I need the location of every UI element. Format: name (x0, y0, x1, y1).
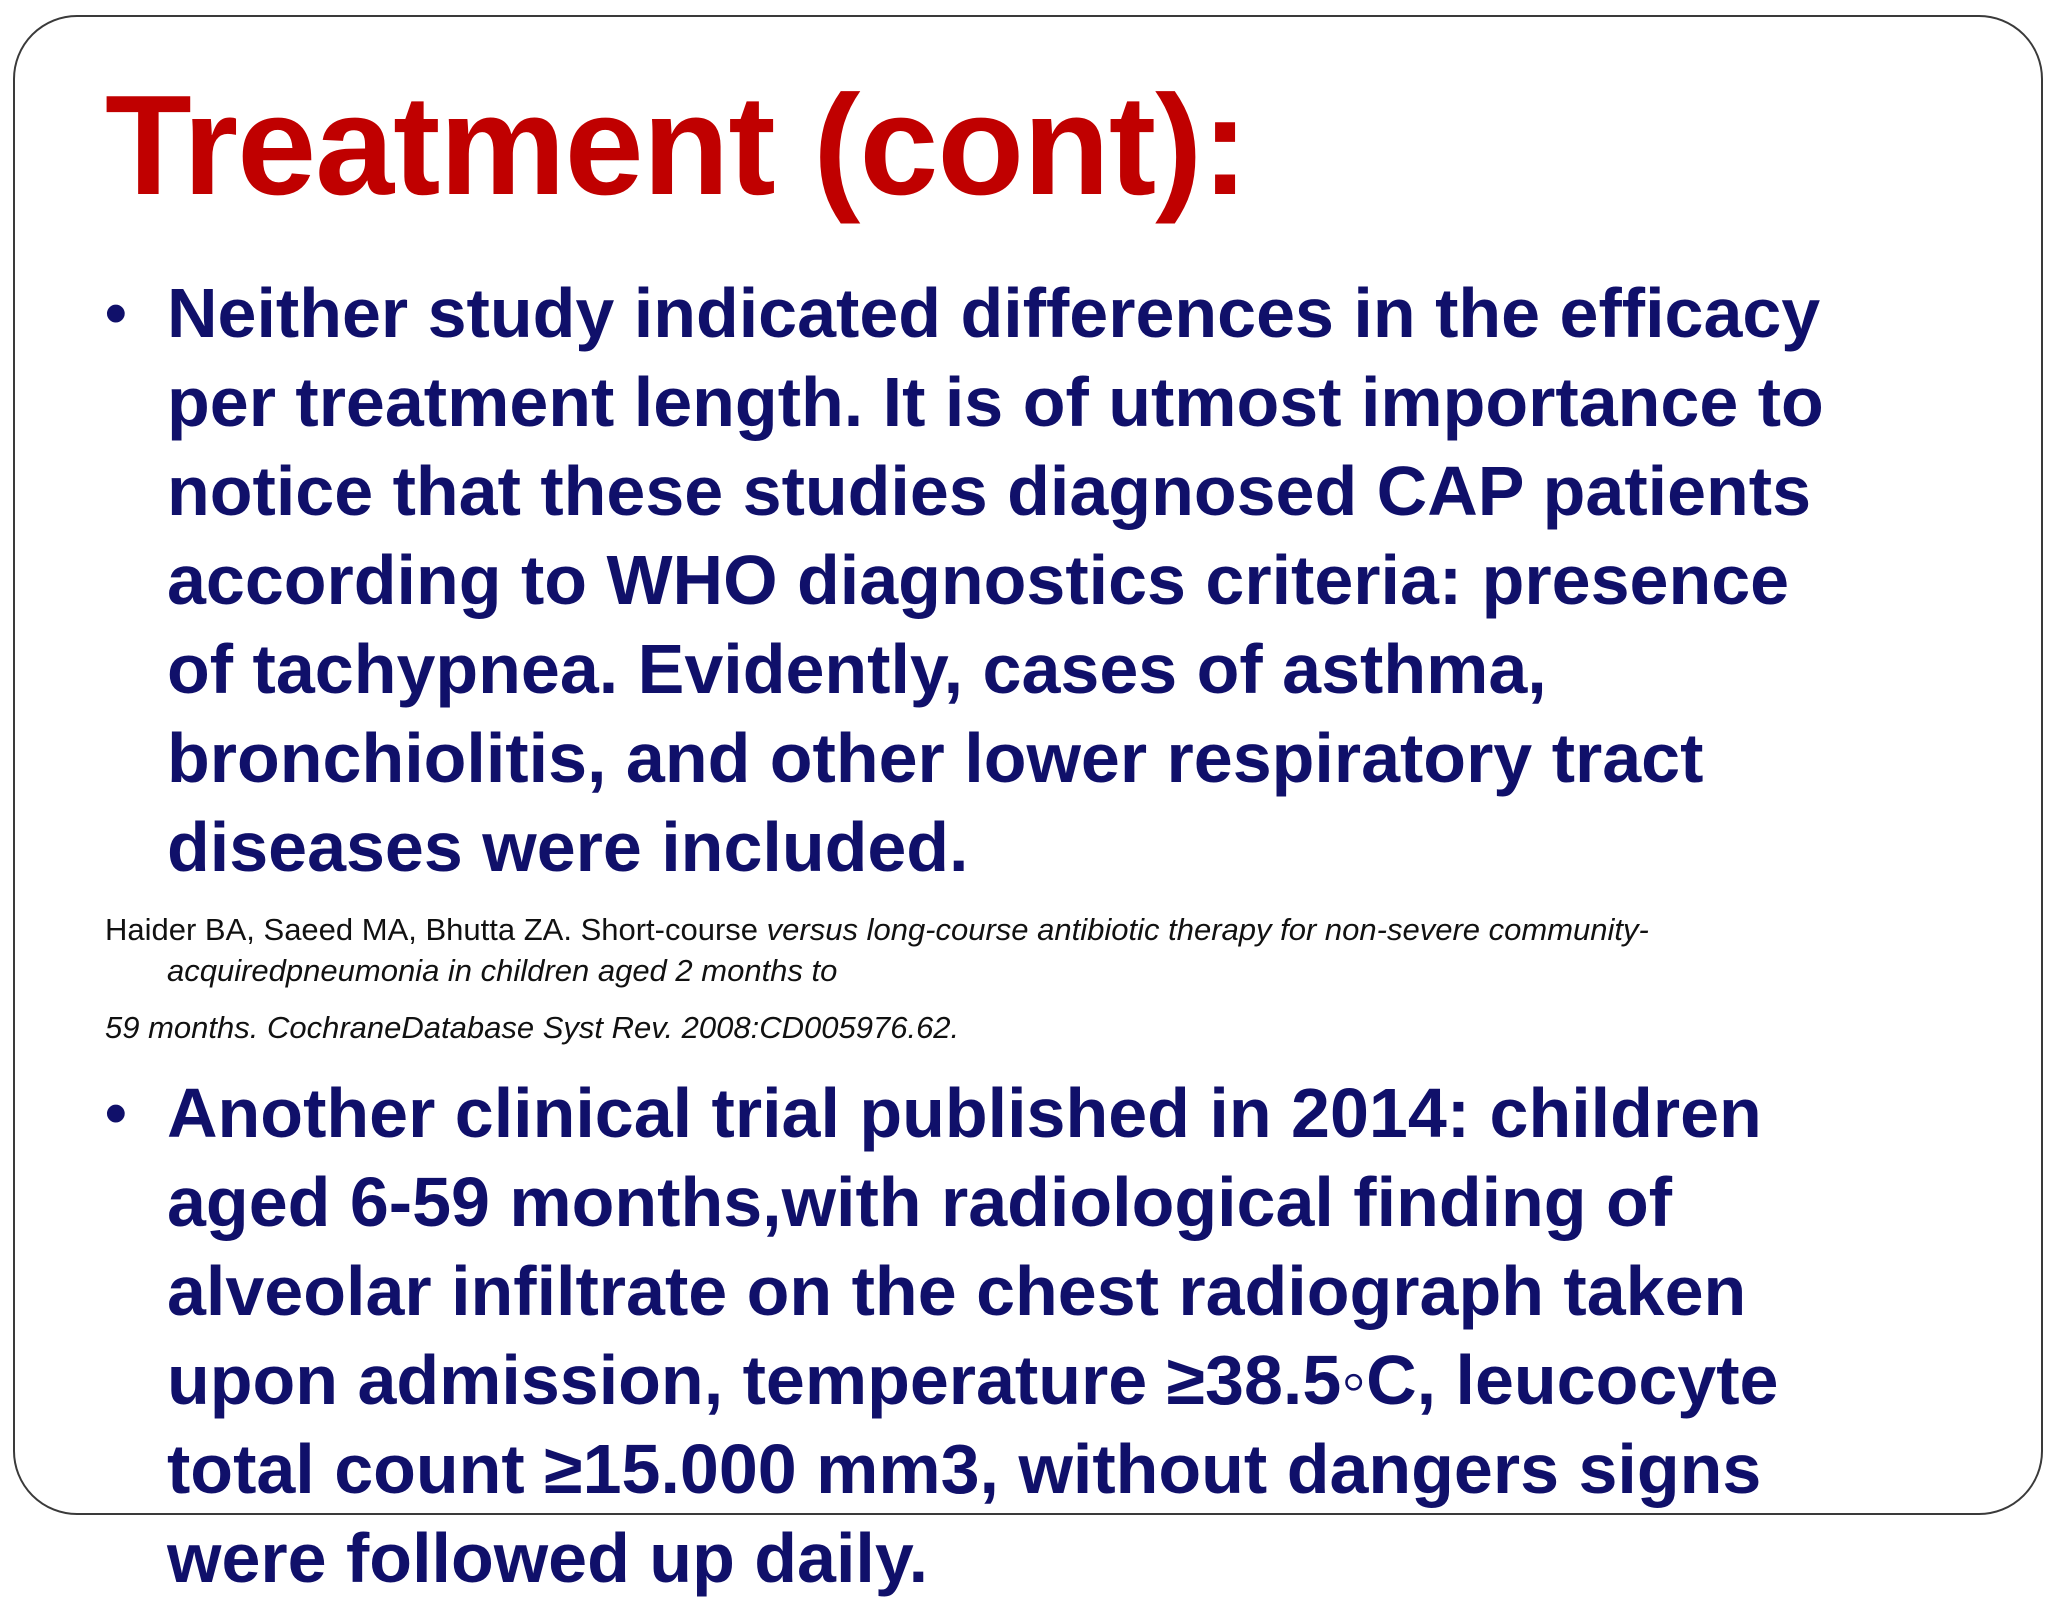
bullet-marker: • (105, 279, 127, 348)
slide-frame (13, 15, 2043, 1597)
bullet-marker: • (105, 1079, 127, 1148)
slide-title: Treatment (cont): (105, 66, 1248, 225)
bullet-text: Another clinical trial published in 2014: children aged 6-59 months,with radiological finding of alveolar infiltrate on the chest radiograph taken upon admission, temperature ≥38.5◦C, leucocyte total count ≥15.000 mm3, without dangers signs were followed up daily. (167, 1074, 1779, 1597)
bullet-text: Neither study indicated differences in the efficacy per treatment length. It is of utmost importance to notice that these studies diagnosed CAP patients according to WHO diagnostics criteria: presence of tachypnea. Evidently, cases of asthma, bronchiolitis, and other lower respiratory tract diseases were included. (167, 274, 1824, 886)
reference-title-continued: acquiredpneumonia in children aged 2 months to (167, 953, 838, 988)
reference-citation (105, 909, 1955, 991)
reference-authors: Haider BA, Saeed MA, Bhutta ZA. Short-course (105, 912, 767, 947)
reference-source: 59 months. CochraneDatabase Syst Rev. 2008:CD005976.62. (105, 1010, 960, 1045)
reference-title: versus long-course antibiotic therapy for non-severe community- (766, 912, 1649, 947)
bullet-item (105, 269, 1955, 892)
bullet-item (105, 1069, 1955, 1603)
